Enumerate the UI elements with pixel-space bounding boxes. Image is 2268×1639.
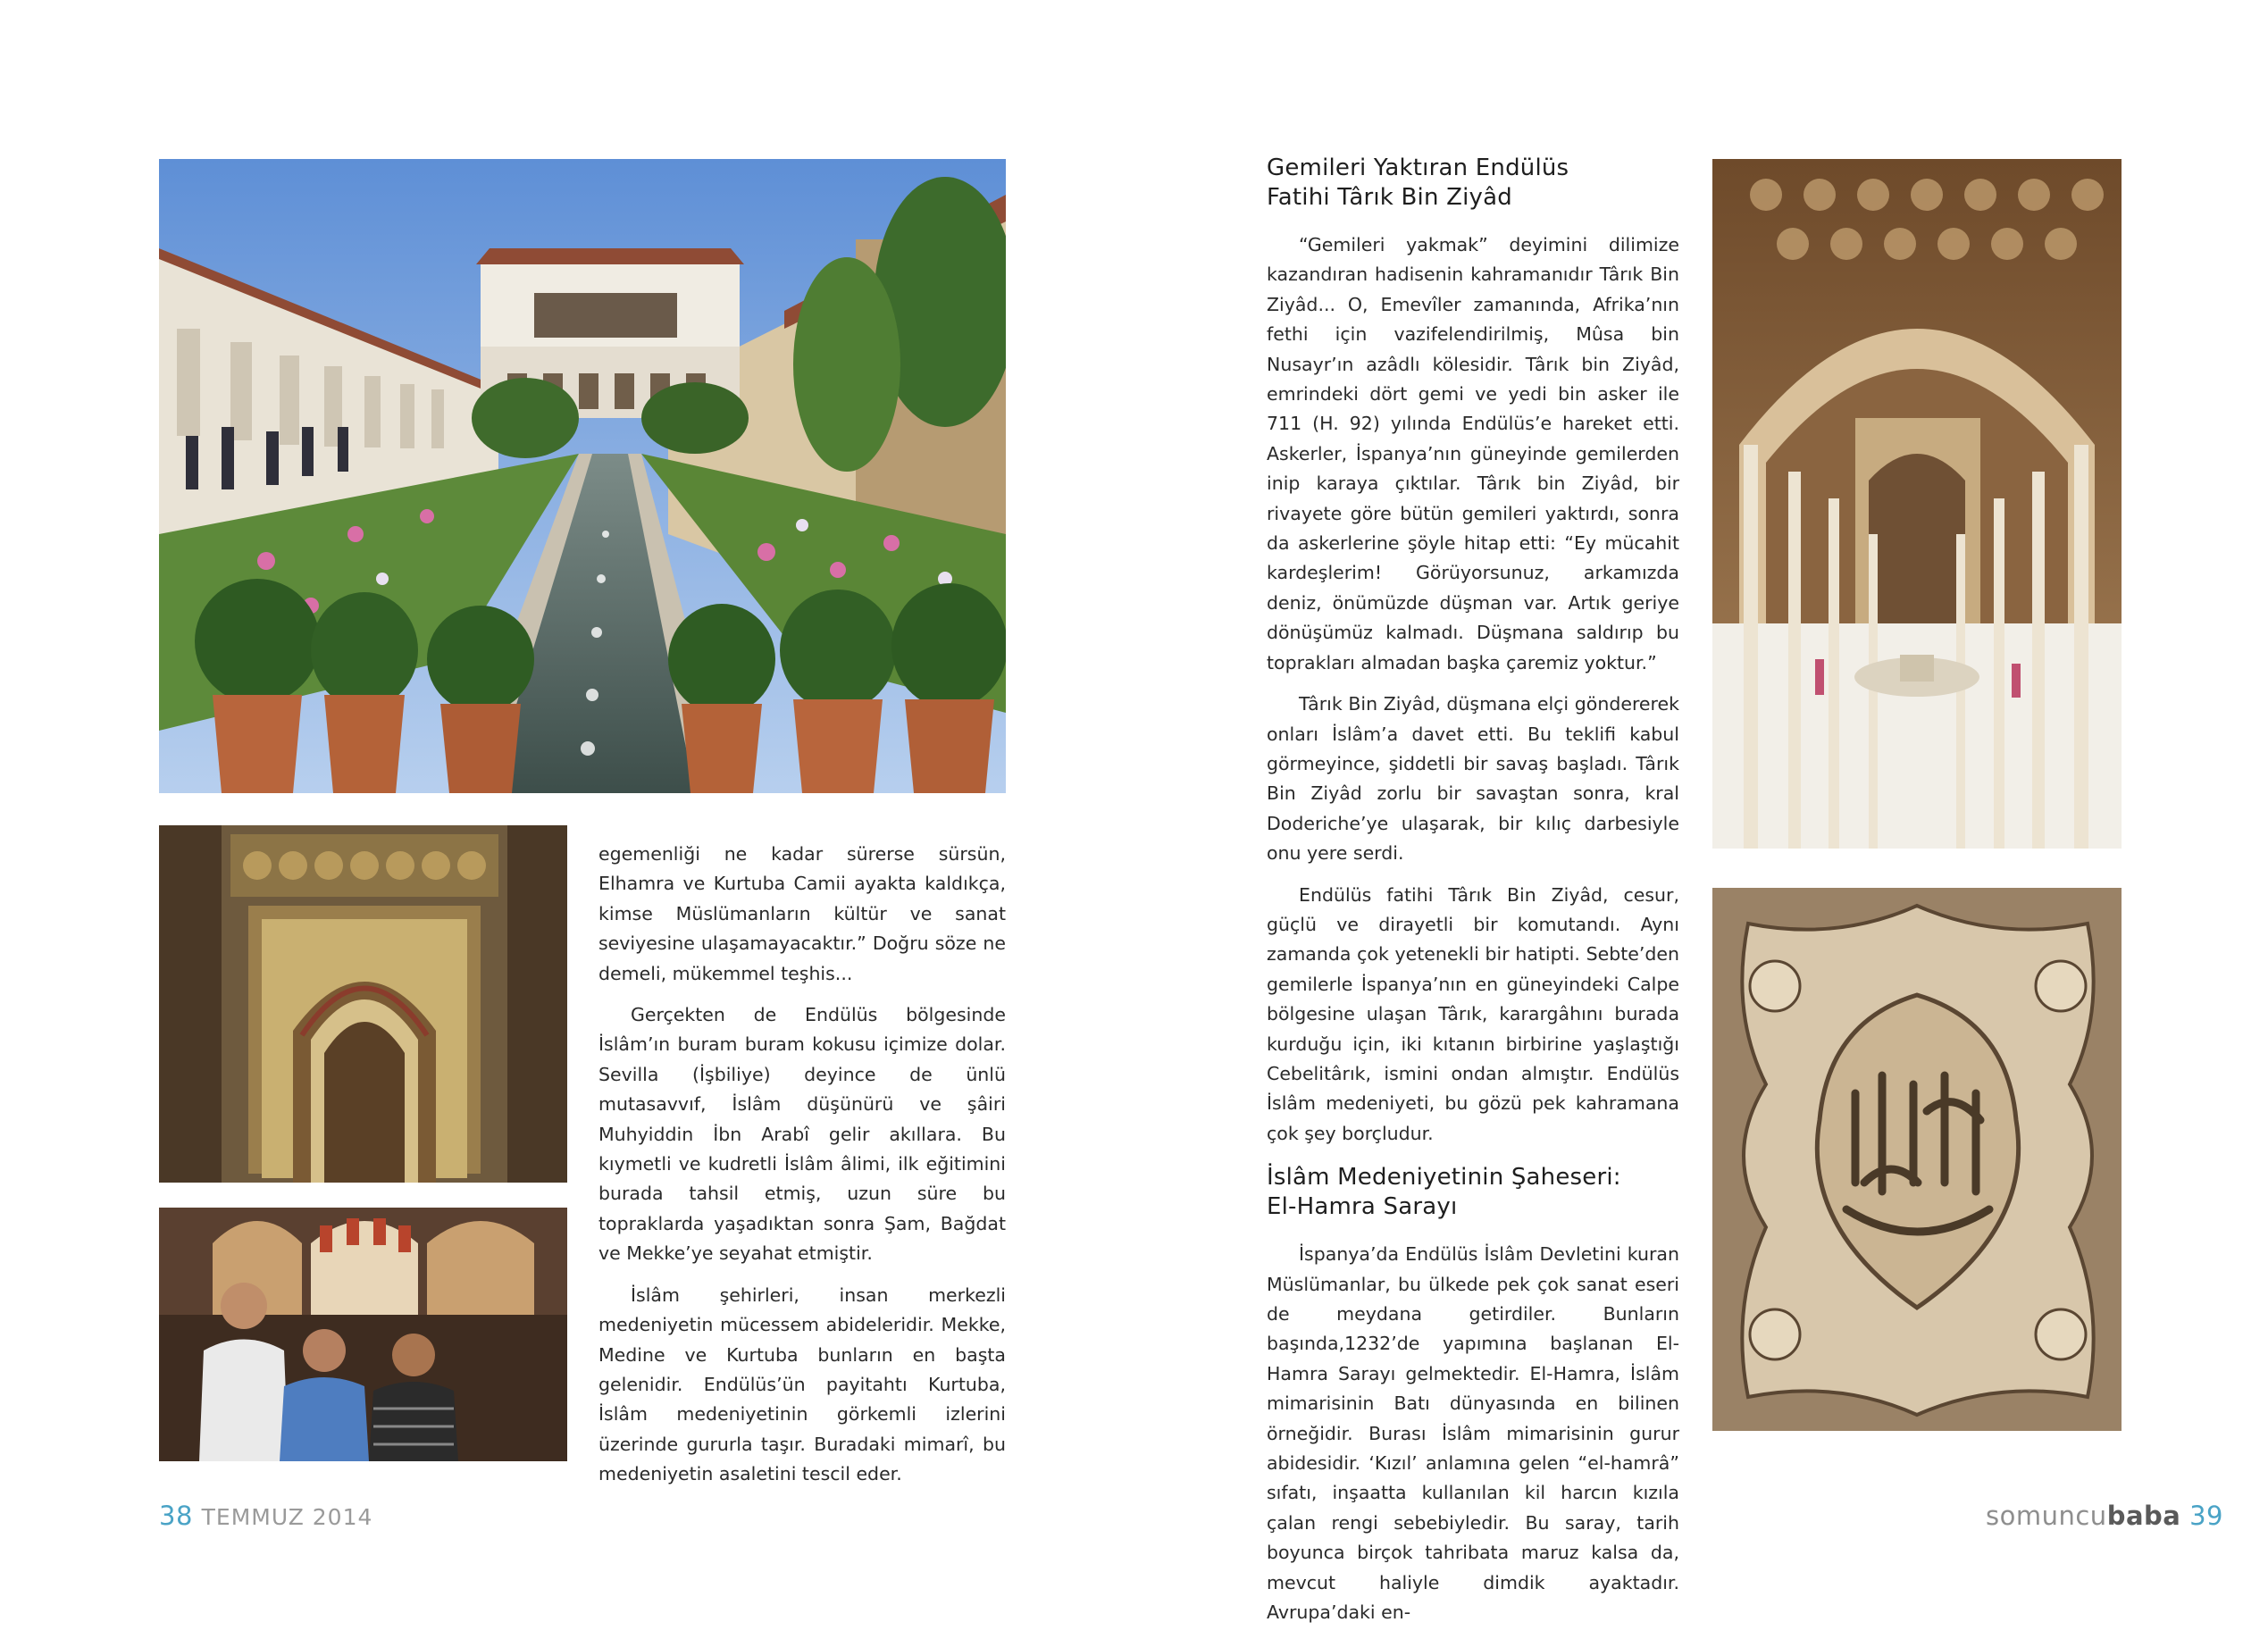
court-of-lions-photo xyxy=(1712,159,2122,849)
paragraph: Târık Bin Ziyâd, düşmana elçi göndererek onları İslâm’a davet etti. Bu teklifi kabul görmeyince, şiddetli bir savaş başladı. Târık Bin Ziyâd zorlu bir savaştan sonra, kral Doderiche’ye ulaşarak, bir kılıç darbesiyle onu yere serdi. xyxy=(1267,693,1679,865)
magazine-brand-light: somuncu xyxy=(1986,1501,2107,1531)
paragraph: Endülüs fatihi Târık Bin Ziyâd, cesur, güçlü ve dirayetli bir komutandı. Aynı zamanda çok yetenekli bir hatipti. Sebte’den gemilerle İspanya’nın en güneyindeki Calpe bölgesine ulaşan Târık, karargâhını burada kurduğu için, iki kıtanın birbirine yaşlaştığı Cebelitârık, ismini ondan almıştır. Endülüs İslâm medeniyeti, bu gözü pek kahramana çok şey borçludur. xyxy=(1267,883,1679,1144)
right-text-column xyxy=(1267,154,1679,1639)
heading-line: Gemileri Yaktıran Endülüs xyxy=(1267,155,1569,181)
paragraph: İslâm şehirleri, insan merkezli medeniyetin mücessem abideleridir. Mekke, Medine ve Kurtuba bunların en başta gelenidir. Endülüs’ün payitahtı Kurtuba, İslâm medeniyetinin görkemli izlerini üzerinde gururla taşır. Buradaki mimarî, bu medeniyetin asaletini tescil eder. xyxy=(598,1284,1006,1485)
paragraph: “Gemileri yakmak” deyimini dilimize kazandıran hadisenin kahramanıdır Târık Bin Ziyâd... O, Emevîler zamanında, Afrika’nın fethi için vazifelendirilmiş, Mûsa bin Nusayr’ın azâdlı kölesidir. Târık bin Ziyâd, emrindeki dört gemi ve yedi bin asker ile 711 (H. 92) yılında Endülüs’e hareket etti. Askerler, İspanya’nın güneyinde gemilerden inip karaya çıktılar. Târık bin Ziyâd, bir rivayete göre bütün gemileri yaktırdı, sonra da askerlerine şöyle hitap etti: “Ey mücahit kardeşlerim! Görüyorsunuz, arkamızda deniz, önümüzde düşman var. Artık geriye dönüşümüz kalmadı. Düşmana saldırıp bu toprakları almadan başka çaremiz yoktur.” xyxy=(1267,234,1679,673)
magazine-brand-bold: baba xyxy=(2106,1501,2181,1531)
generalife-garden-photo xyxy=(159,159,1006,793)
right-folio xyxy=(1986,1501,2223,1531)
section-heading xyxy=(1267,154,1679,213)
paragraph: egemenliği ne kadar sürerse sürsün, Elhamra ve Kurtuba Camii ayakta kaldıkça, kimse Müslümanların kültür ve sanat seviyesine ulaşamayacaktır.” Doğru söze ne demeli, mükemmel teşhis... xyxy=(598,843,1006,984)
paragraph: İspanya’da Endülüs İslâm Devletini kuran Müslümanlar, bu ülkede pek çok sanat eseri de meydana getirdiler. Bunların başında,1232’de yapımına başlanan El-Hamra Sarayı gelmektedir. El-Hamra, İslâm mimarisinin Batı dünyasında en bilinen örneğidir. Burası İslâm mimarisinin gurur abidesidir. ‘Kızıl’ anlamına gelen “el-hamrâ” sıfatı, inşaatta kullanılan kil harcın kızıla çalan rengi sebebiyledir. Bu saray, tarih boyunca birçok tahribata maruz kalsa da, mevcut haliyle dimdik ayaktadır. Avrupa’daki en- xyxy=(1267,1243,1679,1624)
left-text-column xyxy=(598,840,1006,1501)
heading-line: İslâm Medeniyetinin Şaheseri: xyxy=(1267,1164,1621,1192)
page-number: 39 xyxy=(2189,1501,2223,1531)
mihrab-photo xyxy=(159,825,567,1183)
issue-date: TEMMUZ 2014 xyxy=(201,1504,373,1530)
visitors-mosque-photo xyxy=(159,1208,567,1461)
page-number: 38 xyxy=(159,1501,193,1531)
section-heading xyxy=(1267,1163,1679,1222)
paragraph: Gerçekten de Endülüs bölgesinde İslâm’ın buram buram kokusu içimize dolar. Sevilla (İşbiliye) deyince de ünlü mutasavvıf, İslâm düşünürü ve şâiri Muhyiddin İbn Arabî gelir akıllara. Bu kıymetli ve kudretli İslâm âlimi, ilk eğitimini burada tahsil etmiş, uzun süre bu topraklarda yaşadıktan sonra Şam, Bağdat ve Mekke’ye seyahat etmiştir. xyxy=(598,1004,1006,1265)
heading-line: El-Hamra Sarayı xyxy=(1267,1193,1458,1221)
heading-line: Fatihi Târık Bin Ziyâd xyxy=(1267,184,1512,211)
calligraphy-relief-photo xyxy=(1712,888,2122,1431)
left-folio xyxy=(159,1501,372,1531)
